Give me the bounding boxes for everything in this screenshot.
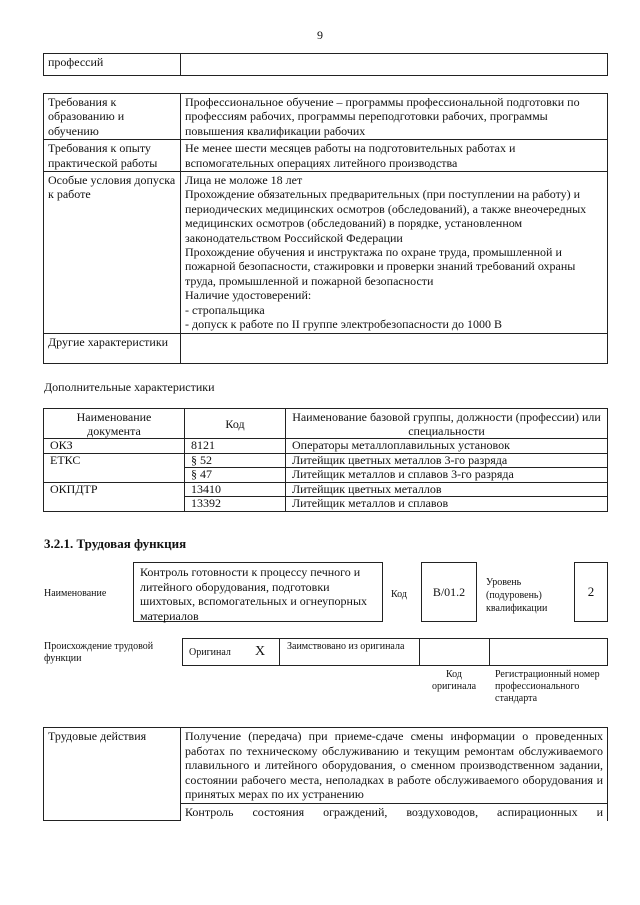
- code-original-label: Код оригинала: [431, 669, 477, 692]
- level-label: Уровень (подуровень) квалификации: [486, 577, 548, 614]
- access-line: Прохождение обучения и инструктажа по охране труда, промышленной и пожарной безопасности, стажировки и проверки знаний требований охраны труда, промышленной и пожарной безопасности: [185, 245, 576, 288]
- access-line: Наличие удостоверений:: [185, 288, 312, 303]
- cell-code: 13392: [185, 497, 286, 512]
- page-number: 9: [317, 28, 323, 42]
- access-line: Лица не моложе 18 лет: [185, 173, 303, 188]
- other-value: [181, 333, 608, 363]
- cell-code: § 52: [185, 453, 286, 468]
- cell-doc: ОКПДТР: [44, 482, 185, 511]
- education-label: Требования к образованию и обучению: [44, 94, 181, 140]
- cell-code: § 47: [185, 468, 286, 483]
- reg-number-label: Регистрационный номер профессионального стандарта: [495, 669, 600, 704]
- cell-name: Литейщик цветных металлов 3-го разряда: [286, 453, 608, 468]
- divider: [489, 639, 490, 665]
- code-box: B/01.2: [421, 562, 477, 622]
- cell-name: Литейщик цветных металлов: [286, 482, 608, 497]
- original-mark: X: [255, 644, 266, 659]
- name-label: Наименование: [44, 588, 107, 599]
- experience-label: Требования к опыту практической работы: [44, 140, 181, 172]
- other-label: Другие характеристики: [44, 333, 181, 363]
- action-item: Получение (передача) при приеме-сдаче смены информации о проведенных работах по техническому обслуживанию и текущим ремонтам обслуживаемого плавильного и литейного оборудования, о сменном производственном задании, состоянии рабочего места, неполадках в работе обслуживаемого оборудования и принятых мерах по их устранению: [181, 728, 608, 804]
- original-label: Оригинал: [189, 647, 231, 658]
- level-box: 2: [574, 562, 608, 622]
- function-name-box: Контроль готовности к процессу печного и литейного оборудования, подготовки шихтовых, вспомогательных и огнеупорных материалов: [133, 562, 383, 622]
- cell-name: Литейщик металлов и сплавов 3-го разряда: [286, 468, 608, 483]
- table-row: [44, 453, 608, 468]
- access-line: Прохождение обязательных предварительных (при поступлении на работу) и периодических медицинских осмотров (обследований), а также внеочередных медицинских осмотров (обследований) в порядке, установленном законодательством Российской Федерации: [185, 187, 587, 245]
- cell-name: Литейщик металлов и сплавов: [286, 497, 608, 512]
- table-row: [44, 482, 608, 497]
- divider: [419, 639, 420, 665]
- qualification-table-top: [43, 53, 608, 76]
- cell-doc: ЕТКС: [44, 453, 185, 482]
- cell-name: Операторы металлоплавильных установок: [286, 439, 608, 454]
- cell-code: 8121: [185, 439, 286, 454]
- section-title: 3.2.1. Трудовая функция: [44, 536, 187, 551]
- header-code: Код: [185, 409, 286, 439]
- origin-label: Происхождение трудовой функции: [44, 641, 154, 664]
- access-label: Особые условия допуска к работе: [44, 172, 181, 333]
- education-value: Профессиональное обучение – программы профессиональной подготовки по профессиям рабочих, программы переподготовки рабочих, программы повышения квалификации рабочих: [181, 94, 608, 140]
- table-row: [44, 439, 608, 454]
- additional-caption: Дополнительные характеристики: [44, 380, 215, 394]
- access-line: - допуск к работе по II группе электробезопасности до 1000 В: [185, 317, 502, 332]
- borrowed-label: Заимствовано из оригинала: [287, 641, 405, 652]
- row-label-professions: профессий: [44, 54, 181, 76]
- header-name: Наименование базовой группы, должности (профессии) или специальности: [286, 409, 608, 439]
- row-value-empty: [181, 54, 608, 76]
- access-value: [181, 172, 608, 333]
- cell-code: 13410: [185, 482, 286, 497]
- requirements-table: [43, 93, 608, 364]
- code-label: Код: [391, 589, 407, 600]
- action-item: Контроль состояния ограждений, воздуховодов, аспирационных и: [181, 803, 608, 820]
- experience-value: Не менее шести месяцев работы на подготовительных работах и вспомогательных операциях литейного производства: [181, 140, 608, 172]
- divider: [279, 639, 280, 665]
- actions-label: Трудовые действия: [44, 728, 181, 821]
- access-line: - стропальщика: [185, 302, 265, 317]
- labor-actions-table: [43, 727, 608, 821]
- additional-table: [43, 408, 608, 512]
- header-doc: Наименование документа: [44, 409, 185, 439]
- origin-row: [182, 638, 608, 666]
- cell-doc: ОКЗ: [44, 439, 185, 454]
